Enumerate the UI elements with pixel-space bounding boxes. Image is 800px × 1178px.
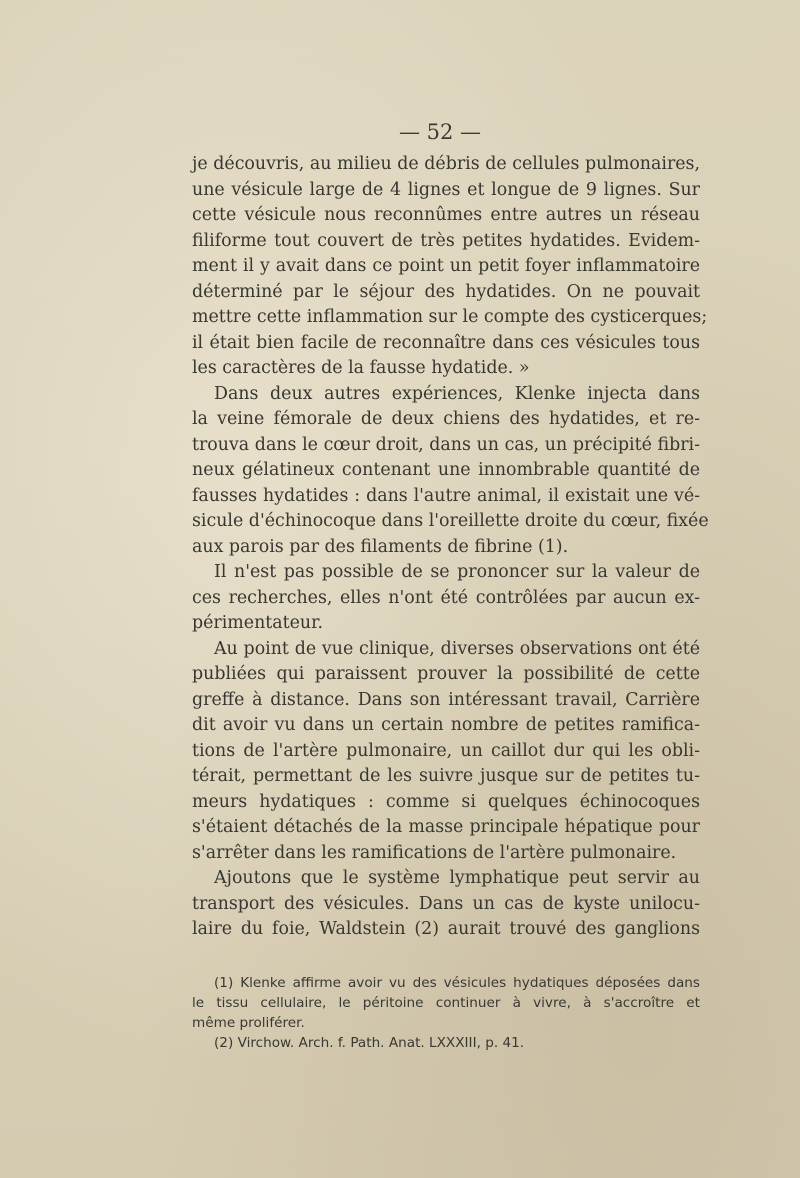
text-line: dit avoir vu dans un certain nombre de petites ramifica- [192,715,700,735]
text-line: sicule d'échinocoque dans l'oreillette droite du cœur, fixée [192,511,709,531]
footnote-line: le tissu cellulaire, le péritoine continuer à vivre, à s'accroître et [192,995,700,1011]
text-line: Ajoutons que le système lymphatique peut servir au [214,868,700,888]
text-line: cette vésicule nous reconnûmes entre autres un réseau [192,205,700,225]
text-line: s'arrêter dans les ramifications de l'artère pulmonaire. [192,842,677,863]
text-line: mettre cette inflammation sur le compte des cysticerques; [192,307,708,327]
text-line: laire du foie, Waldstein (2) aurait trouvé des ganglions [192,919,700,939]
text-line: Il n'est pas possible de se prononcer sur la valeur de [214,562,700,582]
text-line: Au point de vue clinique, diverses observations ont été [214,638,700,659]
text-line: publiées qui paraissent prouver la possibilité de cette [192,664,700,684]
text-line: les caractères de la fausse hydatide. » [192,358,530,378]
text-line: la veine fémorale de deux chiens des hydatides, et re- [192,409,700,429]
text-line: Dans deux autres expériences, Klenke injecta dans [214,383,700,404]
text-line: neux gélatineux contenant une innombrable quantité de [192,460,700,480]
text-line: une vésicule large de 4 lignes et longue de 9 lignes. Sur [192,179,700,200]
text-line: térait, permettant de les suivre jusque sur de petites tu- [192,766,700,786]
footnotes [192,973,700,1053]
text-line: je découvris, au milieu de débris de cellules pulmonaires, [192,154,700,174]
text-line: s'étaient détachés de la masse principale hépatique pour [192,817,700,837]
text-line: filiforme tout couvert de très petites hydatides. Evidem- [192,230,700,251]
footnote-line: même proliférer. [192,1015,305,1031]
text-line: fausses hydatides : dans l'autre animal, il existait une vé- [192,485,700,506]
text-line: ces recherches, elles n'ont été contrôlées par aucun ex- [192,587,700,608]
page-number: — 52 — [398,120,482,144]
body-text [192,152,709,943]
footnote-line: (2) Virchow. Arch. f. Path. Anat. LXXXIII, p. 41. [214,1035,525,1051]
text-line: ment il y avait dans ce point un petit foyer inflammatoire [192,256,700,276]
text-line: il était bien facile de reconnaître dans ces vésicules tous [192,332,700,353]
text-line: tions de l'artère pulmonaire, un caillot dur qui les obli- [192,740,700,761]
text-line: périmentateur. [192,613,324,633]
text-line: aux parois par des filaments de fibrine (1). [192,536,569,557]
text-line: transport des vésicules. Dans un cas de kyste unilocu- [192,893,700,914]
text-line: trouva dans le cœur droit, dans un cas, un précipité fibri- [192,434,700,455]
footnote-line: (1) Klenke affirme avoir vu des vésicules hydatiques déposées dans [214,975,700,991]
text-line: déterminé par le séjour des hydatides. On ne pouvait [192,281,700,302]
text-line: greffe à distance. Dans son intéressant travail, Carrière [192,689,700,710]
text-line: meurs hydatiques : comme si quelques échinocoques [192,791,700,812]
